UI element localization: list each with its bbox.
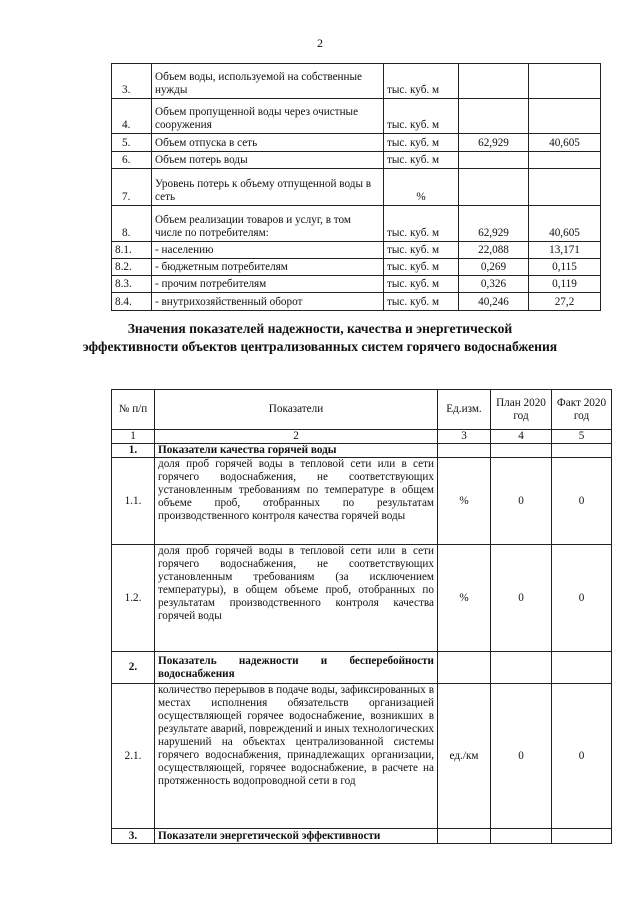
- column-index-row: [112, 430, 612, 444]
- row-name: - населению: [152, 242, 384, 259]
- row-name: количество перерывов в подаче воды, зафиксированных в местах исполнения обязательств организацией осуществляющей горячее водоснабжение, возникших в результате аварий, повреждений и иных технологических нарушений на объектах централизованной системы горячего водоснабжения, принадлежащих организации, осуществляющей, горячее водоснабжение, в расчете на протяженность водопроводной сети в год: [155, 684, 438, 829]
- row-unit: тыс. куб. м: [384, 259, 459, 276]
- row-name: Показатели качества горячей воды: [155, 444, 438, 458]
- row-plan: [459, 169, 529, 206]
- row-name: Объем пропущенной воды через очистные сооружения: [152, 99, 384, 134]
- table-row: [112, 64, 601, 99]
- row-plan: 0: [491, 684, 552, 829]
- row-number: 2.: [112, 652, 155, 684]
- table-row: [112, 684, 612, 829]
- row-name: - внутрихозяйственный оборот: [152, 293, 384, 311]
- header-fact: Факт 2020 год: [552, 390, 612, 430]
- table-row: [112, 242, 601, 259]
- row-number: 5.: [112, 134, 152, 152]
- row-number: 6.: [112, 152, 152, 169]
- page-number: 2: [317, 36, 323, 50]
- row-plan: 0: [491, 545, 552, 652]
- section-row: [112, 444, 612, 458]
- row-name: доля проб горячей воды в тепловой сети или в сети горячего водоснабжения, не соответствующих установленным требованиям (за исключением температуры), в общем объеме проб, отобранных по результатам производственного контроля качества горячей воды: [155, 545, 438, 652]
- row-plan: 62,929: [459, 206, 529, 242]
- water-volume-table: [111, 63, 601, 311]
- header-unit: Ед.изм.: [438, 390, 491, 430]
- row-plan: 40,246: [459, 293, 529, 311]
- section-row: [112, 829, 612, 844]
- row-fact: 27,2: [529, 293, 601, 311]
- row-plan: 0,269: [459, 259, 529, 276]
- row-number: 8.3.: [112, 276, 152, 293]
- row-fact: 0: [552, 545, 612, 652]
- table-header-row: [112, 390, 612, 430]
- row-unit: тыс. куб. м: [384, 64, 459, 99]
- row-number: 8.4.: [112, 293, 152, 311]
- section-row: [112, 652, 612, 684]
- row-fact: [529, 99, 601, 134]
- row-name: Объем отпуска в сеть: [152, 134, 384, 152]
- row-fact: 40,605: [529, 206, 601, 242]
- row-number: 7.: [112, 169, 152, 206]
- row-unit: тыс. куб. м: [384, 276, 459, 293]
- row-unit: тыс. куб. м: [384, 206, 459, 242]
- row-name: Показатели энергетической эффективности: [155, 829, 438, 844]
- row-name: доля проб горячей воды в тепловой сети или в сети горячего водоснабжения, не соответствующих установленным требованиям по температуре в общем объеме проб, отобранных по результатам производственного контроля качества горячей воды: [155, 458, 438, 545]
- row-name: Показатель надежности и бесперебойности водоснабжения: [155, 652, 438, 684]
- row-unit: тыс. куб. м: [384, 242, 459, 259]
- row-unit: тыс. куб. м: [384, 99, 459, 134]
- row-number: 3.: [112, 829, 155, 844]
- row-plan: [459, 99, 529, 134]
- row-unit: тыс. куб. м: [384, 152, 459, 169]
- table-row: [112, 152, 601, 169]
- table-row: [112, 259, 601, 276]
- row-fact: 13,171: [529, 242, 601, 259]
- column-index: 5: [552, 430, 612, 444]
- row-fact: [529, 169, 601, 206]
- column-index: 4: [491, 430, 552, 444]
- row-number: 8.2.: [112, 259, 152, 276]
- row-fact: 0,119: [529, 276, 601, 293]
- row-plan: 0,326: [459, 276, 529, 293]
- row-name: - прочим потребителям: [152, 276, 384, 293]
- row-plan: 22,088: [459, 242, 529, 259]
- row-number: 2.1.: [112, 684, 155, 829]
- row-plan: 62,929: [459, 134, 529, 152]
- row-fact: 40,605: [529, 134, 601, 152]
- row-unit: %: [438, 545, 491, 652]
- row-plan: [459, 152, 529, 169]
- table-row: [112, 99, 601, 134]
- row-name: - бюджетным потребителям: [152, 259, 384, 276]
- row-unit: %: [438, 458, 491, 545]
- row-name: Объем реализации товаров и услуг, в том числе по потребителям:: [152, 206, 384, 242]
- row-number: 1.1.: [112, 458, 155, 545]
- column-index: 1: [112, 430, 155, 444]
- row-name: Уровень потерь к объему отпущенной воды в сеть: [152, 169, 384, 206]
- row-fact: 0: [552, 684, 612, 829]
- row-unit: тыс. куб. м: [384, 134, 459, 152]
- row-name: Объем воды, используемой на собственные нужды: [152, 64, 384, 99]
- row-fact: 0: [552, 458, 612, 545]
- header-plan: План 2020 год: [491, 390, 552, 430]
- row-unit: тыс. куб. м: [384, 293, 459, 311]
- column-index: 3: [438, 430, 491, 444]
- table-row: [112, 134, 601, 152]
- row-plan: [459, 64, 529, 99]
- row-number: 3.: [112, 64, 152, 99]
- table-row: [112, 206, 601, 242]
- column-index: 2: [155, 430, 438, 444]
- section-heading: Значения показателей надежности, качества и энергетической эффективности объектов централизованных систем горячего водоснабжения: [82, 321, 558, 354]
- row-number: 4.: [112, 99, 152, 134]
- header-indicators: Показатели: [155, 390, 438, 430]
- row-unit: ед./км: [438, 684, 491, 829]
- row-fact: [529, 64, 601, 99]
- table-row: [112, 293, 601, 311]
- table-row: [112, 276, 601, 293]
- row-number: 1.2.: [112, 545, 155, 652]
- table-row: [112, 458, 612, 545]
- row-number: 8.: [112, 206, 152, 242]
- header-number: № п/п: [112, 390, 155, 430]
- row-fact: 0,115: [529, 259, 601, 276]
- table-row: [112, 169, 601, 206]
- row-name: Объем потерь воды: [152, 152, 384, 169]
- row-plan: 0: [491, 458, 552, 545]
- row-number: 8.1.: [112, 242, 152, 259]
- table-row: [112, 545, 612, 652]
- row-unit: %: [384, 169, 459, 206]
- row-number: 1.: [112, 444, 155, 458]
- row-fact: [529, 152, 601, 169]
- hot-water-indicators-table: [111, 389, 612, 844]
